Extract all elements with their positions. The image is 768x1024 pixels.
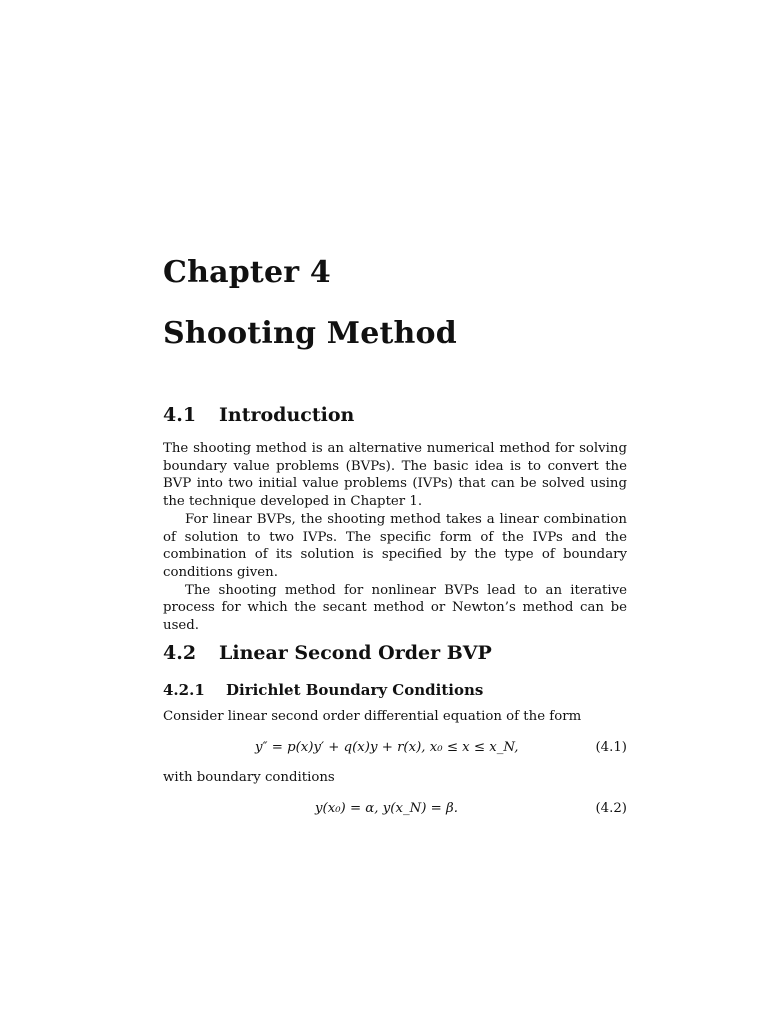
section-title: Linear Second Order BVP [219, 642, 492, 664]
chapter-label: Chapter 4 [163, 255, 331, 290]
subsection-heading [163, 681, 483, 699]
chapter-title: Shooting Method [163, 316, 457, 351]
subsection-title: Dirichlet Boundary Conditions [226, 681, 484, 699]
equation-expression: y″ = p(x)y′ + q(x)y + r(x), x₀ ≤ x ≤ x_N, [255, 740, 519, 755]
equation-4-1 [163, 740, 627, 760]
equation-number: (4.2) [595, 801, 627, 816]
equation-expression: y(x₀) = α, y(x_N) = β. [315, 801, 458, 816]
between-equations-text: with boundary conditions [163, 770, 335, 785]
subsection-number: 4.2.1 [163, 681, 205, 699]
equation-number: (4.1) [595, 740, 627, 755]
section-number: 4.2 [163, 642, 197, 664]
section-number: 4.1 [163, 404, 197, 426]
paragraph: For linear BVPs, the shooting method takes a linear combination of solution to two IVPs. The specific form of the IVPs and the combination of its solution is specified by the type of boundary conditions given. [163, 511, 627, 580]
section-heading-linear-bvp [163, 642, 492, 664]
subsection-intro-text: Consider linear second order differential equation of the form [163, 709, 582, 724]
paragraph: The shooting method is an alternative numerical method for solving boundary value problems (BVPs). The basic idea is to convert the BVP into two initial value problems (IVPs) that can be solved using the technique developed in Chapter 1. [163, 441, 627, 510]
intro-text-block [163, 440, 627, 635]
equation-4-2 [163, 801, 627, 821]
paragraph: The shooting method for nonlinear BVPs lead to an iterative process for which the secant method or Newton’s method can be used. [163, 582, 627, 634]
section-title: Introduction [219, 404, 355, 426]
section-heading-intro [163, 404, 354, 426]
